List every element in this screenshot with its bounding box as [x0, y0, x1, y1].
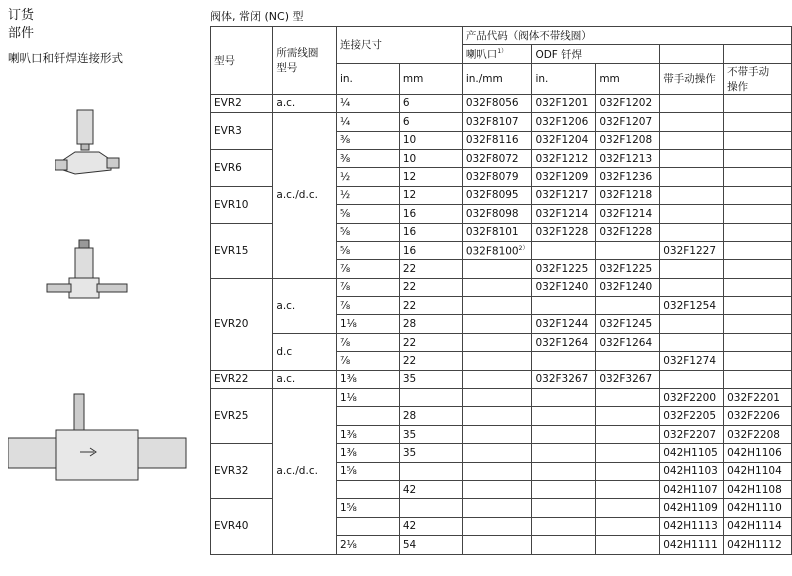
- cell-flare: 032F8107: [462, 113, 532, 131]
- cell-in: ⅞: [336, 333, 399, 351]
- cell-odf-in: [532, 499, 596, 517]
- cell-mm: 35: [399, 370, 462, 388]
- cell-mm: 42: [399, 480, 462, 498]
- cell-odf-in: 032F1228: [532, 223, 596, 241]
- cell-in: 1⅜: [336, 370, 399, 388]
- cell-in: 1⅜: [336, 425, 399, 443]
- cell-mm: 16: [399, 223, 462, 241]
- cell-no-manual: [724, 297, 792, 315]
- cell-manual: [660, 278, 724, 296]
- cell-odf-mm: 032F1240: [596, 278, 660, 296]
- cell-flare: [462, 315, 532, 333]
- cell-model: EVR3: [211, 113, 273, 150]
- col-header-in: in.: [336, 63, 399, 94]
- col-header-no-manual: 不带手动 操作: [724, 63, 792, 94]
- cell-odf-mm: [596, 297, 660, 315]
- cell-odf-mm: 032F1228: [596, 223, 660, 241]
- cell-flare: $032F8100^{2)}$: [462, 241, 532, 259]
- cell-manual: [660, 149, 724, 167]
- medium-valve-image: [45, 238, 135, 308]
- cell-flare: [462, 444, 532, 462]
- cell-odf-mm: 032F1236: [596, 168, 660, 186]
- cell-no-manual: 032F2201: [724, 389, 792, 407]
- cell-no-manual: [724, 149, 792, 167]
- table-row: [211, 389, 792, 407]
- cell-in: [336, 480, 399, 498]
- cell-odf-mm: 032F1214: [596, 205, 660, 223]
- cell-no-manual: [724, 315, 792, 333]
- cell-manual: [660, 333, 724, 351]
- cell-model: EVR2: [211, 94, 273, 112]
- cell-in: ⅜: [336, 149, 399, 167]
- cell-manual: 032F1254: [660, 297, 724, 315]
- cell-manual: 042H1103: [660, 462, 724, 480]
- cell-odf-in: [532, 462, 596, 480]
- cell-flare: [462, 425, 532, 443]
- cell-model: EVR15: [211, 223, 273, 278]
- cell-in: ⅝: [336, 223, 399, 241]
- cell-odf-mm: 032F1245: [596, 315, 660, 333]
- small-valve-image: [55, 108, 135, 188]
- cell-coil: a.c.: [273, 278, 337, 333]
- cell-manual: [660, 131, 724, 149]
- cell-odf-in: [532, 241, 596, 259]
- cell-manual: [660, 223, 724, 241]
- cell-odf-in: 032F1217: [532, 186, 596, 204]
- cell-model: EVR10: [211, 186, 273, 223]
- col-header-model: 型号: [211, 27, 273, 95]
- cell-odf-in: 032F1240: [532, 278, 596, 296]
- table-row: [211, 113, 792, 131]
- cell-odf-mm: 032F1207: [596, 113, 660, 131]
- cell-odf-in: [532, 297, 596, 315]
- cell-no-manual: 042H1106: [724, 444, 792, 462]
- col-header-mm: mm: [399, 63, 462, 94]
- cell-no-manual: [724, 278, 792, 296]
- cell-odf-mm: 032F1202: [596, 94, 660, 112]
- cell-in: 1⅜: [336, 444, 399, 462]
- cell-flare: 032F8072: [462, 149, 532, 167]
- cell-odf-in: [532, 536, 596, 554]
- cell-mm: [399, 389, 462, 407]
- cell-mm: 35: [399, 425, 462, 443]
- col-header-odf-mm: mm: [596, 63, 660, 94]
- cell-mm: 10: [399, 131, 462, 149]
- cell-flare: 032F8079: [462, 168, 532, 186]
- cell-manual: 042H1113: [660, 517, 724, 535]
- cell-odf-in: 032F1204: [532, 131, 596, 149]
- cell-mm: 54: [399, 536, 462, 554]
- cell-manual: 042H1105: [660, 444, 724, 462]
- cell-mm: 22: [399, 297, 462, 315]
- cell-manual: 032F2205: [660, 407, 724, 425]
- cell-manual: [660, 260, 724, 278]
- cell-in: 2⅛: [336, 536, 399, 554]
- cell-no-manual: 042H1110: [724, 499, 792, 517]
- cell-mm: 6: [399, 94, 462, 112]
- cell-mm: 12: [399, 186, 462, 204]
- cell-odf-in: [532, 352, 596, 370]
- cell-odf-mm: 032F1213: [596, 149, 660, 167]
- col-header-coil: 所需线圈 型号: [273, 27, 337, 95]
- cell-odf-in: 032F1225: [532, 260, 596, 278]
- cell-mm: 28: [399, 407, 462, 425]
- cell-odf-in: 032F1264: [532, 333, 596, 351]
- cell-no-manual: [724, 352, 792, 370]
- cell-flare: [462, 352, 532, 370]
- cell-mm: [399, 499, 462, 517]
- cell-in: 1⅛: [336, 315, 399, 333]
- cell-mm: 12: [399, 168, 462, 186]
- cell-flare: [462, 407, 532, 425]
- cell-manual: [660, 205, 724, 223]
- cell-odf-mm: 032F1218: [596, 186, 660, 204]
- cell-flare: [462, 389, 532, 407]
- cell-coil: d.c: [273, 333, 337, 370]
- cell-odf-mm: 032F1264: [596, 333, 660, 351]
- cell-flare: 032F8098: [462, 205, 532, 223]
- cell-coil: a.c.: [273, 370, 337, 388]
- cell-manual: 042H1107: [660, 480, 724, 498]
- cell-no-manual: 042H1114: [724, 517, 792, 535]
- cell-in: ⅝: [336, 205, 399, 223]
- cell-manual: 042H1109: [660, 499, 724, 517]
- cell-manual: [660, 168, 724, 186]
- cell-coil: a.c./d.c.: [273, 389, 337, 555]
- table-caption: 阀体, 常闭 (NC) 型: [210, 10, 304, 23]
- cell-in: ⅞: [336, 260, 399, 278]
- cell-manual: 032F2207: [660, 425, 724, 443]
- cell-odf-mm: [596, 425, 660, 443]
- cell-mm: [399, 462, 462, 480]
- cell-odf-in: 032F1244: [532, 315, 596, 333]
- cell-in: ¼: [336, 113, 399, 131]
- cell-manual: 032F1227: [660, 241, 724, 259]
- cell-model: EVR6: [211, 149, 273, 186]
- table-row: [211, 94, 792, 112]
- cell-in: ⅝: [336, 241, 399, 259]
- heading-order: 订货: [8, 8, 35, 23]
- cell-mm: 42: [399, 517, 462, 535]
- cell-mm: 16: [399, 205, 462, 223]
- cell-flare: [462, 297, 532, 315]
- cell-odf-mm: 032F3267: [596, 370, 660, 388]
- col-header-odf: ODF 钎焊: [532, 45, 660, 63]
- cell-odf-in: [532, 389, 596, 407]
- table-row: [211, 333, 792, 351]
- cell-coil: a.c.: [273, 94, 337, 112]
- cell-odf-in: 032F1212: [532, 149, 596, 167]
- cell-flare: [462, 370, 532, 388]
- cell-odf-in: 032F1206: [532, 113, 596, 131]
- cell-in: ¼: [336, 94, 399, 112]
- cell-no-manual: [724, 205, 792, 223]
- cell-in: 1⅝: [336, 499, 399, 517]
- cell-odf-in: [532, 444, 596, 462]
- cell-no-manual: 032F2208: [724, 425, 792, 443]
- cell-manual: [660, 315, 724, 333]
- cell-mm: 35: [399, 444, 462, 462]
- cell-flare: [462, 517, 532, 535]
- cell-no-manual: [724, 333, 792, 351]
- cell-odf-mm: [596, 241, 660, 259]
- cell-flare: [462, 260, 532, 278]
- cell-no-manual: [724, 223, 792, 241]
- cell-flare: [462, 462, 532, 480]
- cell-in: 1⅝: [336, 462, 399, 480]
- valve-code-table: [210, 26, 792, 555]
- cell-odf-mm: [596, 444, 660, 462]
- cell-flare: 032F8116: [462, 131, 532, 149]
- cell-no-manual: [724, 186, 792, 204]
- cell-manual: 042H1111: [660, 536, 724, 554]
- cell-odf-in: [532, 517, 596, 535]
- cell-manual: 032F2200: [660, 389, 724, 407]
- cell-in: ⅜: [336, 131, 399, 149]
- cell-in: ⅞: [336, 278, 399, 296]
- cell-model: EVR25: [211, 389, 273, 444]
- col-header-code: 产品代码（阀体不带线圈）: [462, 27, 791, 45]
- col-header-manual: 带手动操作: [660, 63, 724, 94]
- cell-flare: 032F8056: [462, 94, 532, 112]
- cell-in: [336, 407, 399, 425]
- cell-manual: [660, 370, 724, 388]
- cell-mm: 22: [399, 278, 462, 296]
- cell-odf-mm: [596, 462, 660, 480]
- col-header-connection: 连接尺寸: [336, 27, 462, 64]
- cell-flare: [462, 333, 532, 351]
- cell-model: EVR22: [211, 370, 273, 388]
- col-header-flare: 喇叭口$^{1)}$: [462, 45, 532, 63]
- col-header-inmm: in./mm: [462, 63, 532, 94]
- cell-in: 1⅛: [336, 389, 399, 407]
- cell-mm: 6: [399, 113, 462, 131]
- cell-in: ½: [336, 186, 399, 204]
- cell-no-manual: [724, 370, 792, 388]
- cell-odf-mm: [596, 352, 660, 370]
- col-header-odf-in: in.: [532, 63, 596, 94]
- cell-mm: 10: [399, 149, 462, 167]
- cell-no-manual: 042H1108: [724, 480, 792, 498]
- cell-in: ⅞: [336, 352, 399, 370]
- cell-no-manual: [724, 260, 792, 278]
- cell-odf-mm: [596, 517, 660, 535]
- cell-mm: 28: [399, 315, 462, 333]
- cell-odf-mm: [596, 480, 660, 498]
- cell-odf-in: 032F1214: [532, 205, 596, 223]
- cell-odf-in: 032F3267: [532, 370, 596, 388]
- cell-manual: 032F1274: [660, 352, 724, 370]
- cell-no-manual: [724, 113, 792, 131]
- cell-flare: 032F8095: [462, 186, 532, 204]
- cell-coil: a.c./d.c.: [273, 113, 337, 279]
- cell-model: EVR20: [211, 278, 273, 370]
- cell-no-manual: 042H1112: [724, 536, 792, 554]
- cell-odf-mm: [596, 389, 660, 407]
- cell-flare: 032F8101: [462, 223, 532, 241]
- cell-odf-mm: [596, 499, 660, 517]
- cell-flare: [462, 480, 532, 498]
- cell-odf-mm: 032F1225: [596, 260, 660, 278]
- cell-odf-in: 032F1209: [532, 168, 596, 186]
- cell-no-manual: [724, 241, 792, 259]
- cell-no-manual: 032F2206: [724, 407, 792, 425]
- cell-odf-mm: [596, 407, 660, 425]
- cell-in: ⅞: [336, 297, 399, 315]
- cell-mm: 22: [399, 333, 462, 351]
- cell-manual: [660, 186, 724, 204]
- table-row: [211, 370, 792, 388]
- heading-parts: 部件: [8, 26, 35, 41]
- cell-odf-mm: 032F1208: [596, 131, 660, 149]
- cell-model: EVR32: [211, 444, 273, 499]
- cell-no-manual: 042H1104: [724, 462, 792, 480]
- cell-flare: [462, 278, 532, 296]
- cell-odf-in: [532, 480, 596, 498]
- heading-subtitle: 喇叭口和钎焊连接形式: [8, 51, 123, 65]
- cell-odf-in: [532, 425, 596, 443]
- cell-in: ½: [336, 168, 399, 186]
- cell-odf-in: 032F1201: [532, 94, 596, 112]
- cell-manual: [660, 113, 724, 131]
- large-valve-image: [8, 392, 188, 488]
- cell-no-manual: [724, 168, 792, 186]
- cell-no-manual: [724, 131, 792, 149]
- cell-no-manual: [724, 94, 792, 112]
- cell-in: [336, 517, 399, 535]
- cell-manual: [660, 94, 724, 112]
- cell-mm: 16: [399, 241, 462, 259]
- table-row: [211, 278, 792, 296]
- cell-mm: 22: [399, 260, 462, 278]
- cell-model: EVR40: [211, 499, 273, 554]
- cell-mm: 22: [399, 352, 462, 370]
- cell-odf-mm: [596, 536, 660, 554]
- cell-flare: [462, 499, 532, 517]
- cell-odf-in: [532, 407, 596, 425]
- cell-flare: [462, 536, 532, 554]
